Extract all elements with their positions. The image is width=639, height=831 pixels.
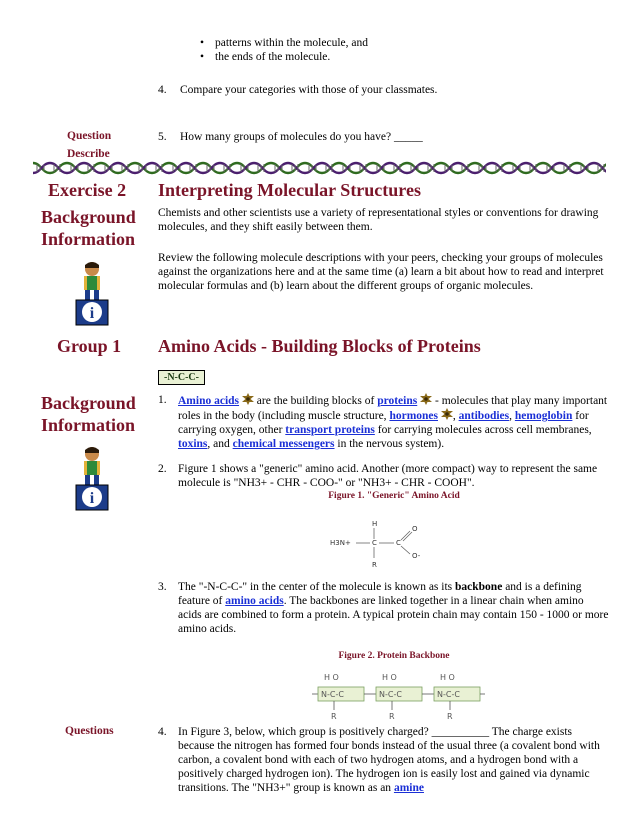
bullet-item: • the ends of the molecule.	[197, 50, 597, 64]
carboxyl-carbon-label: C	[396, 539, 401, 547]
dna-divider	[33, 161, 606, 175]
item-4-text: Compare your categories with those of your classmates.	[180, 84, 438, 96]
item-5-number: 5.	[158, 131, 167, 143]
svg-text:i: i	[89, 305, 95, 322]
hydrogen-atom-label: H	[372, 520, 378, 528]
backbone-unit: N-C-C	[321, 690, 344, 699]
backbone-r-group: R	[331, 712, 337, 721]
exercise-label: Exercise 2	[48, 180, 127, 200]
toxins-link[interactable]: toxins	[178, 438, 208, 450]
figure-2-title: Figure 2. Protein Backbone	[338, 651, 450, 661]
margin-question-label: Question	[67, 130, 112, 142]
list-item-1: Amino acids are the building blocks of proteins - molecules that play many important roles in the body (including muscle structure, hormones , antibodies, hemoglobin for carrying oxygen, other transport proteins for carrying molecules across cell membranes, toxins, and chemical messengers in the nervous system).	[178, 395, 608, 450]
proteins-link[interactable]: proteins	[377, 395, 418, 407]
backbone-top-atoms: H O	[324, 673, 339, 682]
margin-describe-label: Describe	[67, 148, 110, 160]
backbone-unit: N-C-C	[379, 690, 402, 699]
hemoglobin-link[interactable]: hemoglobin	[514, 410, 573, 422]
item-5-text: How many groups of molecules do you have? _____	[180, 131, 423, 143]
transport-proteins-link[interactable]: transport proteins	[285, 424, 375, 436]
list-item-3: The "-N-C-C-" in the center of the molecule is known as its backbone and is a defining feature of amino acids. The backbones are linked together in a linear chain when amino acids are combined to form a protein. A typical protein chain may contain 150 - 1000 or more amino acids.	[178, 581, 609, 635]
figure-1-title: Figure 1. "Generic" Amino Acid	[328, 491, 460, 501]
intro-paragraph: Chemists and other scientists use a variety of representational styles or conventions for drawing molecules, and they shift easily between them.	[158, 207, 599, 233]
questions-label: Questions	[65, 725, 114, 737]
list-item-4-number: 4.	[158, 726, 167, 738]
student-info-icon	[74, 445, 110, 511]
background-label-2: Background	[41, 393, 136, 413]
generic-amino-acid-figure	[330, 518, 450, 570]
gear-icon[interactable]	[420, 393, 432, 405]
background-label: Background	[41, 207, 136, 227]
backbone-r-group: R	[447, 712, 453, 721]
information-label-2: Information	[41, 415, 135, 435]
list-item-2-number: 2.	[158, 463, 167, 475]
backbone-top-atoms: H O	[382, 673, 397, 682]
svg-text:i: i	[89, 490, 95, 507]
backbone-term: backbone	[455, 581, 503, 593]
group-label: Group 1	[57, 336, 122, 356]
student-info-icon	[74, 260, 110, 326]
r-group-label: R	[372, 561, 377, 569]
information-label: Information	[41, 229, 135, 249]
gear-icon[interactable]	[441, 408, 453, 420]
protein-backbone-figure	[310, 670, 485, 722]
exercise-title: Interpreting Molecular Structures	[158, 180, 421, 200]
list-item-1-number: 1.	[158, 394, 167, 406]
hormones-link[interactable]: hormones	[389, 410, 438, 422]
backbone-top-atoms: H O	[440, 673, 455, 682]
item-4-number: 4.	[158, 84, 167, 96]
oxygen-atom-label: O	[412, 525, 418, 533]
oxygen-ion-label: O-	[412, 552, 421, 560]
antibodies-link[interactable]: antibodies	[458, 410, 510, 422]
amino-acids-link[interactable]: Amino acids	[178, 395, 240, 407]
list-item-2: Figure 1 shows a "generic" amino acid. Another (more compact) way to represent the same molecule is "NH3+ - CHR - COO-" or "NH3+ - CHR - COOH".	[178, 463, 598, 489]
bullet-item: • patterns within the molecule, and	[197, 36, 597, 50]
group-title: Amino Acids - Building Blocks of Proteins	[158, 336, 481, 356]
backbone-unit: N-C-C	[437, 690, 460, 699]
list-item-3-number: 3.	[158, 581, 167, 593]
ncc-backbone-box: -N-C-C-	[158, 370, 205, 385]
amino-acids-link[interactable]: amino acids	[225, 595, 284, 607]
gear-icon[interactable]	[242, 393, 254, 405]
review-paragraph: Review the following molecule descriptions with your peers, checking your groups of molecules against the organizations here and at the same time (a) learn a bit about how to read and interpret molecular formulas and (b) learn about the different groups of organic molecules.	[158, 252, 604, 292]
backbone-r-group: R	[389, 712, 395, 721]
list-item-4: In Figure 3, below, which group is positively charged? __________ The charge exists because the nitrogen has formed four bonds instead of the usual three (a covalent bond with carbon, a covalent bond with each of two hydrogen atoms, and a hydrogen bond with a positively charged hydrogen ion). The hydrogen ion is easily lost and gained via dynamic transitions. The "NH3+" group is known as an amine	[178, 726, 600, 794]
amine-group-label: H3N+	[330, 539, 351, 547]
chemical-messengers-link[interactable]: chemical messengers	[232, 438, 335, 450]
bullet-list	[197, 36, 597, 64]
alpha-carbon-label: C	[372, 539, 377, 547]
amine-link[interactable]: amine	[393, 782, 424, 794]
